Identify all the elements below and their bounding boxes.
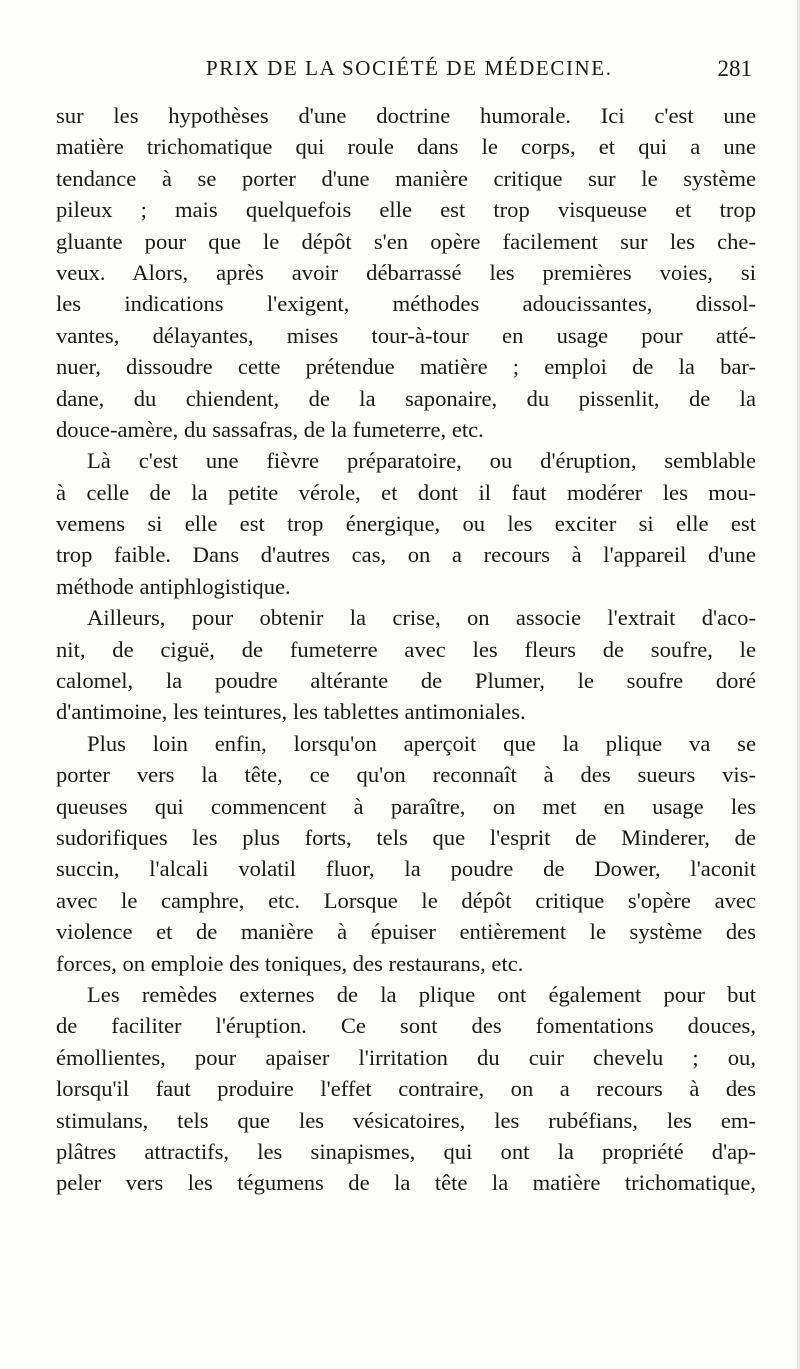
text-line: sudorifiques les plus forts, tels que l'esprit de Minderer, de: [56, 824, 756, 850]
text-line: veux. Alors, après avoir débarrassé les premières voies, si: [56, 259, 756, 285]
text-line: matière trichomatique qui roule dans le corps, et qui a une: [56, 134, 756, 160]
text-line: lorsqu'il faut produire l'effet contraire, on a recours à des: [56, 1076, 756, 1102]
running-header: [206, 56, 752, 88]
text-line: peler vers les tégumens de la tête la matière trichomatique,: [56, 1170, 756, 1196]
text-line: calomel, la poudre altérante de Plumer, le soufre doré: [56, 668, 756, 694]
text-line: Les remèdes externes de la plique ont également pour but: [87, 981, 756, 1007]
text-line: forces, on emploie des toniques, des restaurans, etc.: [56, 950, 524, 976]
text-line: queuses qui commencent à paraître, on met en usage les: [56, 793, 756, 819]
text-line: les indications l'exigent, méthodes adoucissantes, dissol-: [56, 291, 756, 317]
text-line: vantes, délayantes, mises tour-à-tour en usage pour atté-: [56, 322, 756, 348]
text-line: Plus loin enfin, lorsqu'on aperçoit que la plique va se: [87, 730, 756, 756]
page-number: 281: [717, 56, 752, 81]
text-line: vemens si elle est trop énergique, ou les exciter si elle est: [56, 511, 756, 537]
text-line: à celle de la petite vérole, et dont il faut modérer les mou-: [56, 479, 756, 505]
text-line: de faciliter l'éruption. Ce sont des fomentations douces,: [56, 1013, 756, 1039]
text-line: Ailleurs, pour obtenir la crise, on associe l'extrait d'aco-: [87, 605, 756, 631]
text-line: violence et de manière à épuiser entièrement le système des: [56, 919, 756, 945]
text-line: succin, l'alcali volatil fluor, la poudre de Dower, l'aconit: [56, 856, 756, 882]
text-line: tendance à se porter d'une manière critique sur le système: [56, 165, 756, 191]
text-line: émollientes, pour apaiser l'irritation du cuir chevelu ; ou,: [56, 1044, 756, 1070]
text-line: avec le camphre, etc. Lorsque le dépôt critique s'opère avec: [56, 887, 756, 913]
text-line: nit, de ciguë, de fumeterre avec les fleurs de soufre, le: [56, 636, 756, 662]
text-line: plâtres attractifs, les sinapismes, qui ont la propriété d'ap-: [56, 1138, 756, 1164]
text-line: trop faible. Dans d'autres cas, on a recours à l'appareil d'une: [56, 542, 756, 568]
text-line: stimulans, tels que les vésicatoires, les rubéfians, les em-: [56, 1107, 756, 1133]
text-line: Là c'est une fièvre préparatoire, ou d'éruption, semblable: [87, 448, 756, 474]
text-line: nuer, dissoudre cette prétendue matière ; emploi de la bar-: [56, 354, 756, 380]
text-line: sur les hypothèses d'une doctrine humorale. Ici c'est une: [56, 103, 756, 128]
text-line: pileux ; mais quelquefois elle est trop visqueuse et trop: [56, 197, 756, 223]
text-line: porter vers la tête, ce qu'on reconnaît à des sueurs vis-: [56, 762, 756, 788]
header-title: PRIX DE LA SOCIÉTÉ DE MÉDECINE.: [206, 56, 613, 80]
text-line: méthode antiphlogistique.: [56, 573, 291, 599]
text-line: douce-amère, du sassafras, de la fumeterre, etc.: [56, 416, 484, 442]
text-line: d'antimoine, les teintures, les tablettes antimoniales.: [56, 699, 526, 725]
text-line: dane, du chiendent, de la saponaire, du pissenlit, de la: [56, 385, 756, 411]
text-line: gluante pour que le dépôt s'en opère facilement sur les che-: [56, 228, 756, 254]
body-text: [56, 100, 756, 1199]
